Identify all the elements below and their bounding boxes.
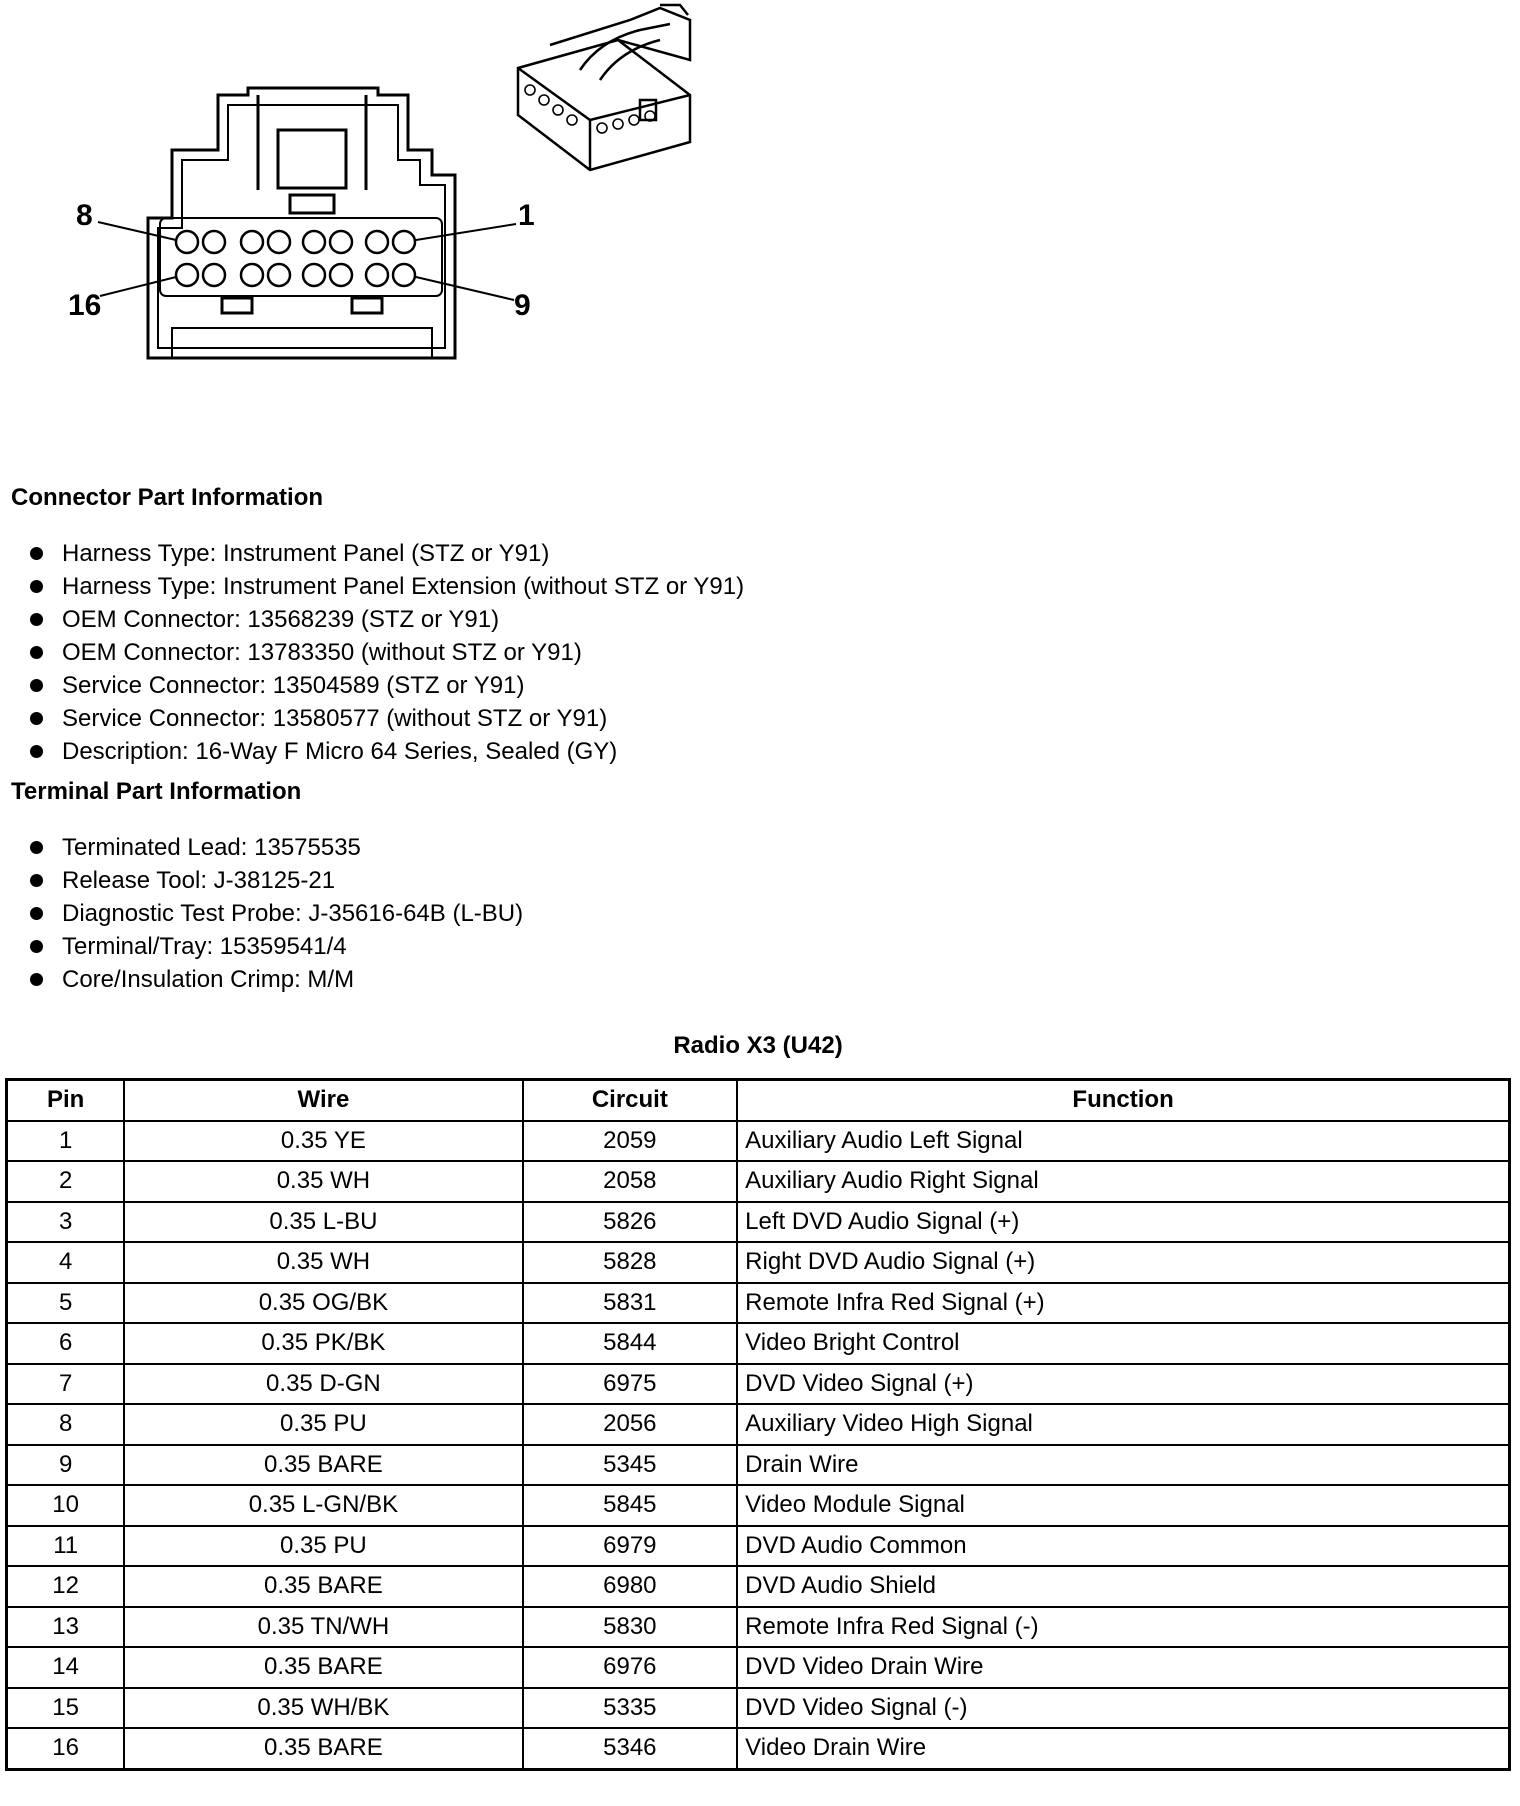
table-row [7, 1404, 1510, 1445]
pinout-table [5, 1078, 1511, 1771]
cell-wire: 0.35 WH [124, 1161, 522, 1202]
cell-function: DVD Video Signal (+) [737, 1364, 1509, 1405]
connector-part-info-list [30, 537, 744, 768]
pin-label-9: 9 [514, 289, 531, 322]
cell-pin: 3 [7, 1202, 125, 1243]
table-row [7, 1283, 1510, 1324]
cell-circuit: 5828 [523, 1242, 738, 1283]
list-item: Release Tool: J-38125-21 [30, 864, 523, 897]
cell-circuit: 5826 [523, 1202, 738, 1243]
bullet-icon [30, 547, 43, 560]
cell-circuit: 6979 [523, 1526, 738, 1567]
cell-wire: 0.35 BARE [124, 1445, 522, 1486]
cell-pin: 13 [7, 1607, 125, 1648]
bullet-icon [30, 646, 43, 659]
pin-label-16: 16 [68, 289, 102, 322]
bullet-icon [30, 907, 43, 920]
pin-label-8: 8 [76, 199, 93, 232]
list-item: Harness Type: Instrument Panel Extension (without STZ or Y91) [30, 570, 744, 603]
column-header-circuit: Circuit [523, 1080, 738, 1121]
cell-function: DVD Video Signal (-) [737, 1688, 1509, 1729]
cell-pin: 9 [7, 1445, 125, 1486]
cell-wire: 0.35 L-GN/BK [124, 1485, 522, 1526]
cell-circuit: 5831 [523, 1283, 738, 1324]
table-row [7, 1242, 1510, 1283]
table-row [7, 1364, 1510, 1405]
cell-function: Remote Infra Red Signal (+) [737, 1283, 1509, 1324]
connector-part-info-heading: Connector Part Information [11, 484, 324, 511]
cell-function: Auxiliary Video High Signal [737, 1404, 1509, 1445]
cell-wire: 0.35 PU [124, 1404, 522, 1445]
table-row [7, 1688, 1510, 1729]
table-row [7, 1121, 1510, 1162]
table-row [7, 1607, 1510, 1648]
cell-circuit: 2058 [523, 1161, 738, 1202]
cell-function: DVD Audio Shield [737, 1566, 1509, 1607]
cell-wire: 0.35 WH [124, 1242, 522, 1283]
cell-wire: 0.35 YE [124, 1121, 522, 1162]
cell-pin: 14 [7, 1647, 125, 1688]
cell-circuit: 2059 [523, 1121, 738, 1162]
terminal-part-info-list [30, 831, 523, 996]
list-item: OEM Connector: 13783350 (without STZ or Y91) [30, 636, 744, 669]
table-row [7, 1728, 1510, 1769]
bullet-icon [30, 712, 43, 725]
terminal-part-info-heading: Terminal Part Information [11, 778, 302, 805]
table-row [7, 1526, 1510, 1567]
cell-function: Left DVD Audio Signal (+) [737, 1202, 1509, 1243]
cell-pin: 12 [7, 1566, 125, 1607]
column-header-function: Function [737, 1080, 1509, 1121]
table-row [7, 1485, 1510, 1526]
list-item: Service Connector: 13580577 (without STZ or Y91) [30, 702, 744, 735]
cell-pin: 7 [7, 1364, 125, 1405]
bullet-icon [30, 580, 43, 593]
list-item: Terminal/Tray: 15359541/4 [30, 930, 523, 963]
bullet-icon [30, 679, 43, 692]
cell-circuit: 5830 [523, 1607, 738, 1648]
cell-function: Auxiliary Audio Right Signal [737, 1161, 1509, 1202]
list-item: Diagnostic Test Probe: J-35616-64B (L-BU) [30, 897, 523, 930]
connector-diagram [0, 0, 760, 400]
cell-circuit: 5845 [523, 1485, 738, 1526]
column-header-pin: Pin [7, 1080, 125, 1121]
cell-function: Drain Wire [737, 1445, 1509, 1486]
list-item: Harness Type: Instrument Panel (STZ or Y91) [30, 537, 744, 570]
bullet-icon [30, 973, 43, 986]
cell-wire: 0.35 BARE [124, 1566, 522, 1607]
pin-label-1: 1 [518, 199, 535, 232]
cell-function: Right DVD Audio Signal (+) [737, 1242, 1509, 1283]
cell-pin: 10 [7, 1485, 125, 1526]
cell-circuit: 5844 [523, 1323, 738, 1364]
cell-wire: 0.35 WH/BK [124, 1688, 522, 1729]
cell-pin: 11 [7, 1526, 125, 1567]
bullet-icon [30, 940, 43, 953]
list-item: Core/Insulation Crimp: M/M [30, 963, 523, 996]
cell-circuit: 2056 [523, 1404, 738, 1445]
cell-circuit: 5345 [523, 1445, 738, 1486]
list-item: Terminated Lead: 13575535 [30, 831, 523, 864]
cell-function: Video Bright Control [737, 1323, 1509, 1364]
bullet-icon [30, 745, 43, 758]
cell-circuit: 6976 [523, 1647, 738, 1688]
cell-wire: 0.35 TN/WH [124, 1607, 522, 1648]
bullet-icon [30, 841, 43, 854]
cell-function: Remote Infra Red Signal (-) [737, 1607, 1509, 1648]
cell-pin: 1 [7, 1121, 125, 1162]
bullet-icon [30, 874, 43, 887]
table-row [7, 1445, 1510, 1486]
table-row [7, 1323, 1510, 1364]
cell-pin: 5 [7, 1283, 125, 1324]
cell-wire: 0.35 BARE [124, 1647, 522, 1688]
list-item: Service Connector: 13504589 (STZ or Y91) [30, 669, 744, 702]
cell-function: Video Module Signal [737, 1485, 1509, 1526]
cell-pin: 4 [7, 1242, 125, 1283]
cell-pin: 15 [7, 1688, 125, 1729]
cell-circuit: 5335 [523, 1688, 738, 1729]
cell-function: Video Drain Wire [737, 1728, 1509, 1769]
list-item: Description: 16-Way F Micro 64 Series, Sealed (GY) [30, 735, 744, 768]
table-row [7, 1566, 1510, 1607]
cell-circuit: 6980 [523, 1566, 738, 1607]
table-row [7, 1161, 1510, 1202]
cell-pin: 8 [7, 1404, 125, 1445]
cell-pin: 6 [7, 1323, 125, 1364]
table-header-row [7, 1080, 1510, 1121]
table-title: Radio X3 (U42) [673, 1032, 843, 1059]
cell-wire: 0.35 PU [124, 1526, 522, 1567]
cell-wire: 0.35 L-BU [124, 1202, 522, 1243]
column-header-wire: Wire [124, 1080, 522, 1121]
bullet-icon [30, 613, 43, 626]
table-row [7, 1202, 1510, 1243]
cell-wire: 0.35 BARE [124, 1728, 522, 1769]
cell-function: DVD Video Drain Wire [737, 1647, 1509, 1688]
table-body [7, 1121, 1510, 1770]
cell-wire: 0.35 D-GN [124, 1364, 522, 1405]
list-item: OEM Connector: 13568239 (STZ or Y91) [30, 603, 744, 636]
cell-circuit: 5346 [523, 1728, 738, 1769]
cell-wire: 0.35 PK/BK [124, 1323, 522, 1364]
cell-function: Auxiliary Audio Left Signal [737, 1121, 1509, 1162]
table-row [7, 1647, 1510, 1688]
cell-pin: 16 [7, 1728, 125, 1769]
cell-pin: 2 [7, 1161, 125, 1202]
connector-isometric-drawing [510, 0, 710, 180]
cell-circuit: 6975 [523, 1364, 738, 1405]
cell-function: DVD Audio Common [737, 1526, 1509, 1567]
cell-wire: 0.35 OG/BK [124, 1283, 522, 1324]
